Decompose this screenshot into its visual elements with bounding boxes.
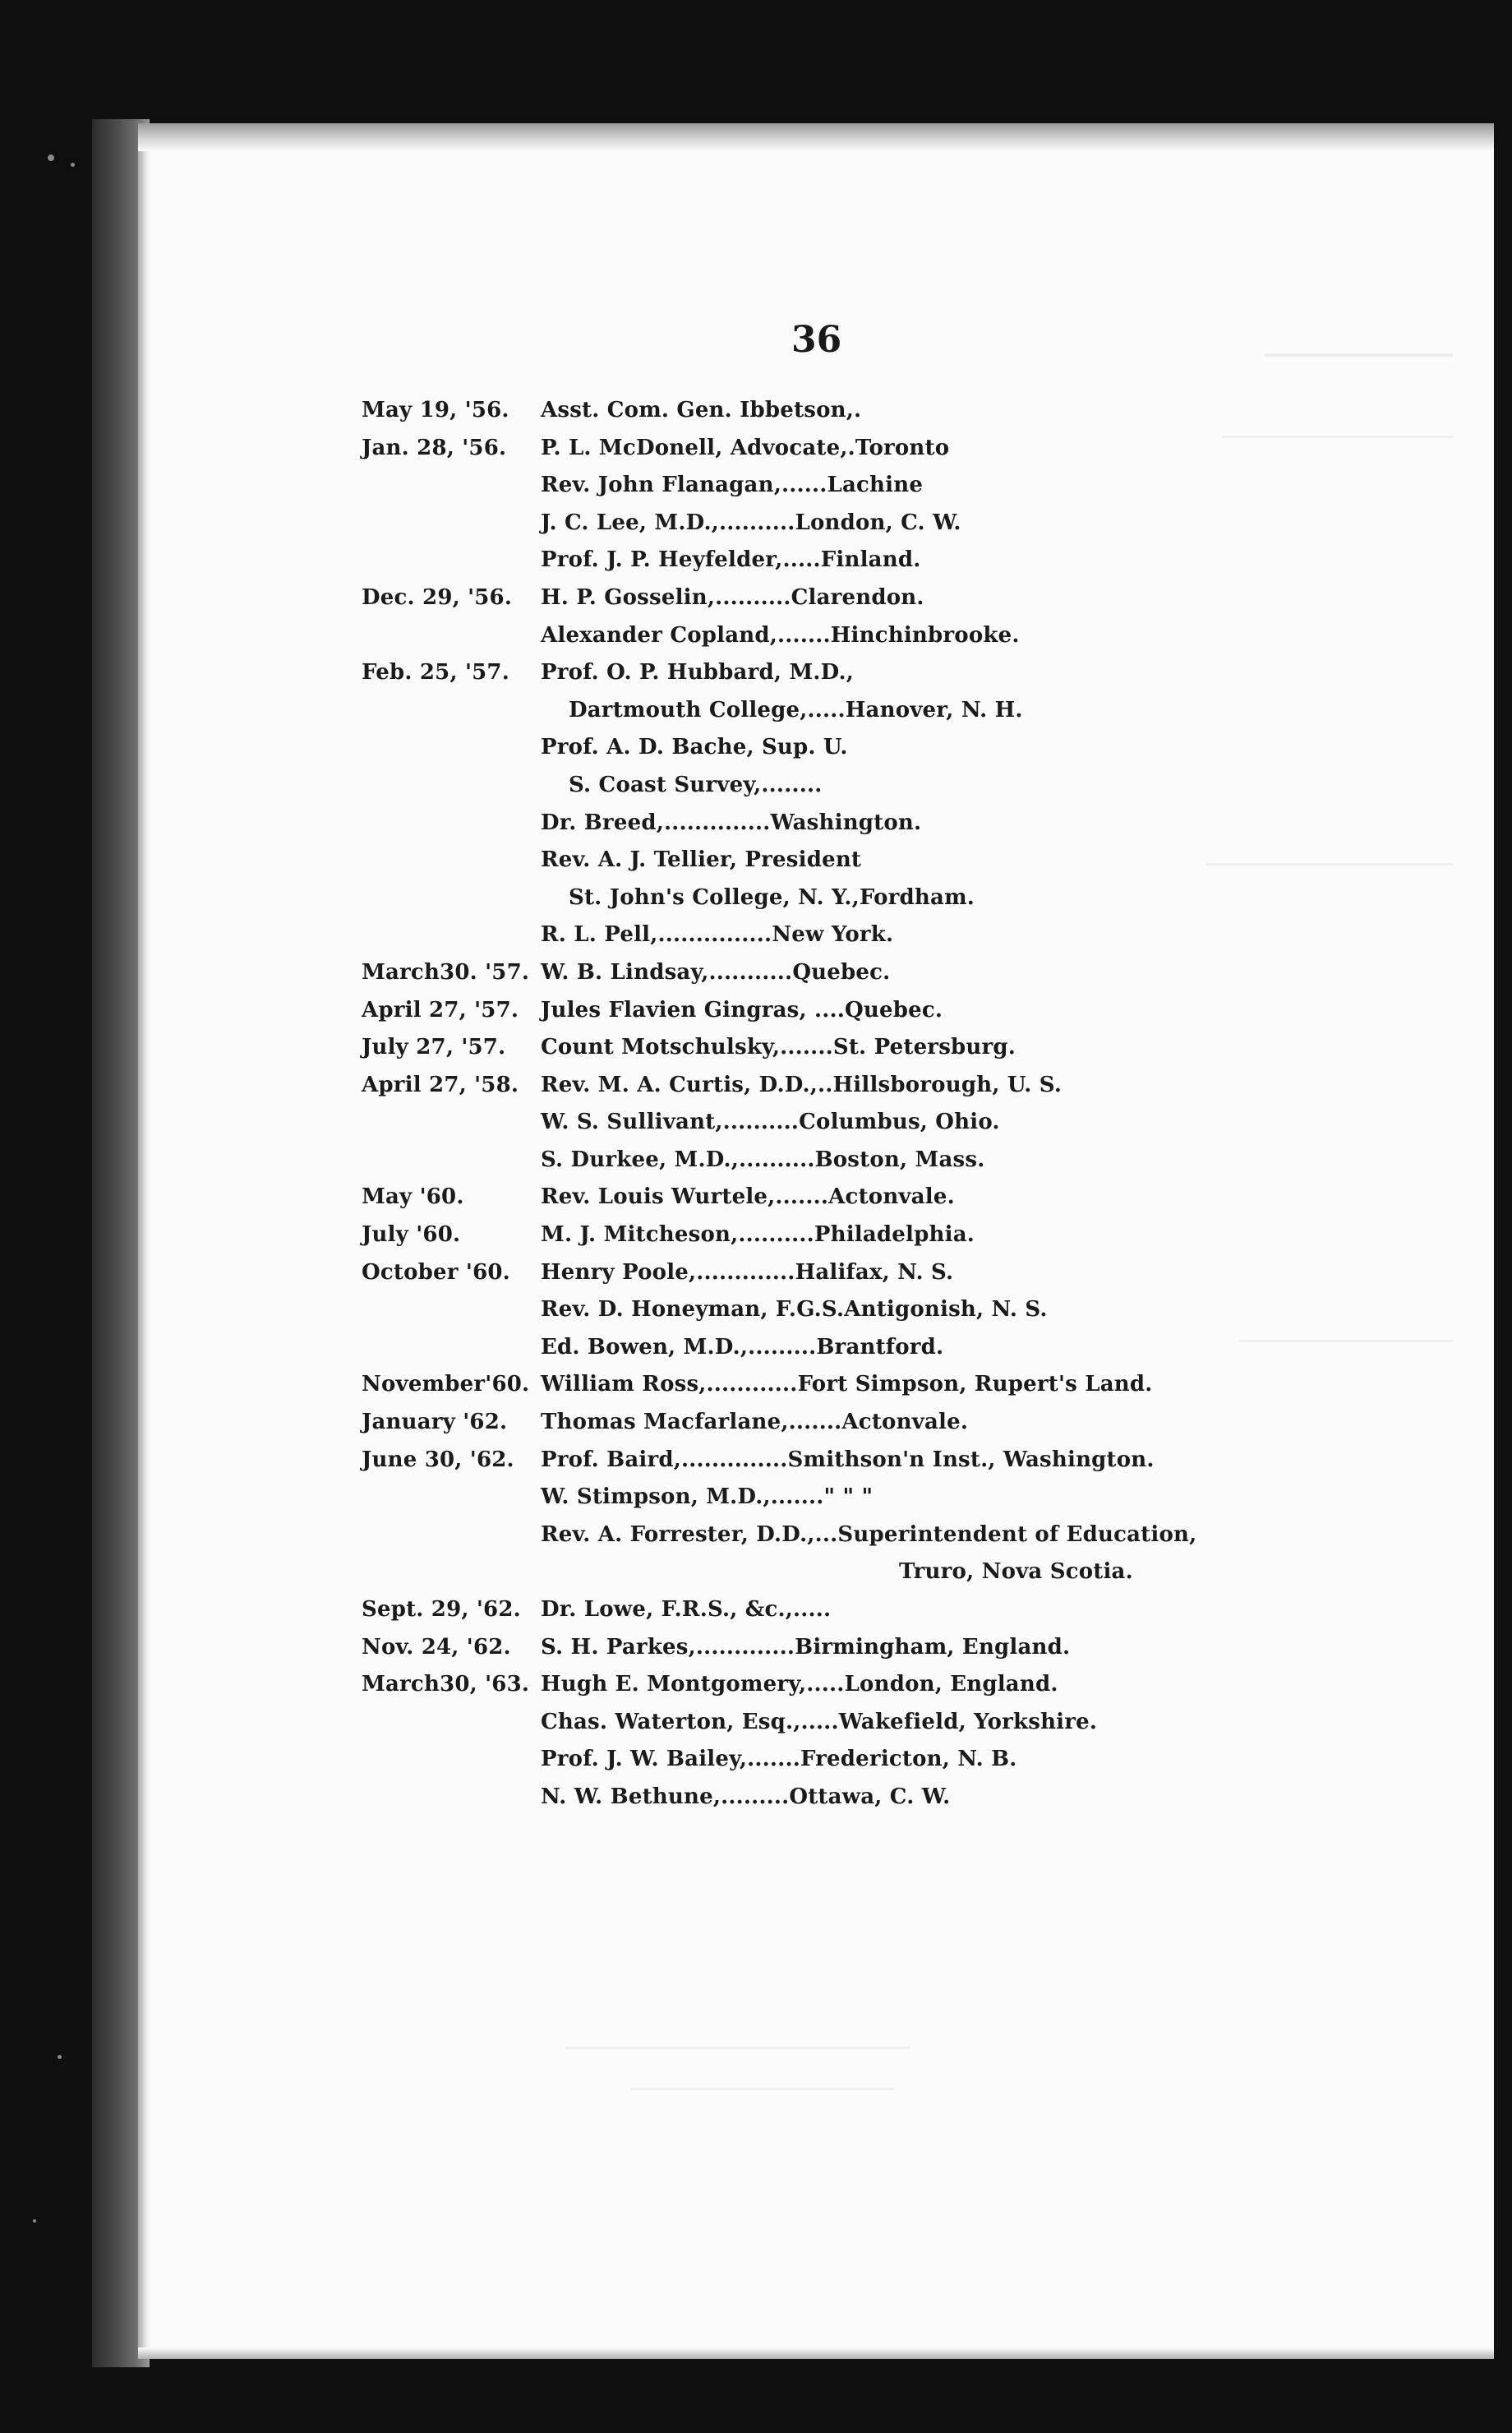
entry-name: N. W. Bethune,.........	[541, 1784, 790, 1809]
entry-date: March30, '63.	[362, 1672, 530, 1697]
entry-place: Hinchinbrooke.	[830, 622, 1020, 648]
entry-place: Halifax, N. S.	[795, 1259, 954, 1285]
entry-name: Hugh E. Montgomery,.....	[541, 1672, 845, 1697]
list-item	[362, 735, 1430, 773]
entry-place: Birmingham, England.	[795, 1634, 1071, 1660]
entry-name: Rev. A. J. Tellier, President	[541, 847, 862, 873]
list-item	[362, 1035, 1430, 1073]
entry-name: Dr. Breed,..............	[541, 810, 771, 835]
entry-date: May 19, '56.	[362, 398, 509, 422]
list-item	[362, 1522, 1430, 1560]
entry-date: Sept. 29, '62.	[362, 1597, 521, 1622]
entry-date: April 27, '58.	[362, 1072, 519, 1097]
list-item	[362, 1110, 1430, 1147]
entry-name: S. Durkee, M.D.,..........	[541, 1147, 815, 1172]
entry-place: " " "	[823, 1484, 874, 1510]
entry-date: Nov. 24, '62.	[362, 1634, 511, 1660]
entry-name: W. Stimpson, M.D.,.......	[541, 1484, 824, 1510]
list-item	[362, 1297, 1430, 1335]
entry-date: November'60.	[362, 1372, 530, 1397]
entry-name: Rev. A. Forrester, D.D.,...	[541, 1521, 838, 1547]
entry-date: October '60.	[362, 1259, 510, 1285]
entry-place: New York.	[772, 922, 894, 948]
entry-name: W. B. Lindsay,...........	[541, 959, 793, 985]
entry-place: Actonvale.	[828, 1184, 955, 1210]
entry-date: January '62.	[362, 1410, 508, 1435]
page-number: 36	[791, 319, 842, 361]
list-item	[362, 547, 1430, 585]
entry-name: Dartmouth College,.....	[569, 697, 846, 723]
entry-place: Toronto	[855, 435, 950, 460]
entry-name: P. L. McDonell, Advocate,.	[541, 435, 855, 460]
entry-name: S. H. Parkes,.............	[541, 1634, 795, 1660]
list-item	[362, 1784, 1430, 1822]
list-item	[362, 847, 1430, 885]
entry-date: June 30, '62.	[362, 1447, 514, 1472]
entry-name: St. John's College, N. Y.,	[569, 884, 860, 910]
list-item	[362, 623, 1430, 661]
entry-name: Chas. Waterton, Esq.,.....	[541, 1709, 839, 1734]
entry-name: Rev. M. A. Curtis, D.D.,..	[541, 1072, 833, 1097]
page-bottom-shadow	[138, 2348, 1494, 2359]
entry-name: Prof. O. P. Hubbard, M.D.,	[541, 660, 854, 686]
list-item	[362, 1484, 1430, 1522]
entry-name: J. C. Lee, M.D.,..........	[541, 510, 795, 535]
entry-name: S. Coast Survey,........	[569, 772, 823, 797]
entry-place: Antigonish, N. S.	[844, 1297, 1048, 1323]
list-item	[362, 1335, 1430, 1373]
entry-place: London, C. W.	[795, 510, 961, 535]
entry-name: Prof. J. W. Bailey,.......	[541, 1747, 800, 1772]
entry-name: William Ross,............	[541, 1372, 798, 1397]
list-item	[362, 1597, 1430, 1635]
entry-name: Count Motschulsky,.......	[541, 1035, 833, 1060]
entry-name: Prof. J. P. Heyfelder,.....	[541, 547, 821, 573]
page-top-shadow	[138, 123, 1494, 151]
list-item	[362, 960, 1430, 998]
bleed-through	[631, 2088, 894, 2090]
list-item	[362, 1372, 1430, 1410]
list-item	[362, 1222, 1430, 1260]
list-item	[362, 473, 1430, 510]
scan-speck	[48, 155, 54, 161]
entry-place: Hanover, N. H.	[845, 697, 1023, 723]
list-item	[362, 1447, 1430, 1485]
entry-date: July '60.	[362, 1222, 461, 1248]
entry-place: Actonvale.	[841, 1410, 969, 1435]
entry-name: Prof. Baird,..............	[541, 1447, 788, 1472]
entry-name: R. L. Pell,...............	[541, 922, 772, 948]
entry-place: London, England.	[844, 1672, 1058, 1697]
entry-place: Brantford.	[816, 1334, 944, 1360]
list-item	[362, 1635, 1430, 1673]
scan-speck	[58, 2055, 62, 2059]
entry-place: Fredericton, N. B.	[800, 1747, 1017, 1772]
entry-name: Dr. Lowe, F.R.S., &c.,.....	[541, 1597, 832, 1622]
list-item	[362, 1747, 1430, 1784]
entry-place: St. Petersburg.	[832, 1035, 1016, 1060]
list-item	[362, 510, 1430, 548]
list-item	[362, 1184, 1430, 1222]
book-page	[138, 123, 1494, 2359]
entry-name: Asst. Com. Gen. Ibbetson,.	[541, 398, 862, 422]
list-item	[362, 585, 1430, 623]
entry-place: Superintendent of Education,	[837, 1521, 1197, 1547]
list-item	[362, 398, 1430, 436]
list-item	[362, 773, 1430, 810]
list-item	[362, 698, 1430, 736]
entry-place: Fordham.	[859, 884, 975, 910]
list-item	[362, 998, 1430, 1036]
entry-date: July 27, '57.	[362, 1035, 506, 1060]
entry-name: Prof. A. D. Bache, Sup. U.	[541, 735, 848, 760]
entry-date: March30. '57.	[362, 959, 530, 985]
entry-place: Lachine	[827, 473, 924, 498]
entry-name: H. P. Gosselin,..........	[541, 584, 791, 610]
entry-place: Wakefield, Yorkshire.	[838, 1709, 1098, 1734]
entry-place: Finland.	[820, 547, 921, 573]
bleed-through	[565, 2047, 910, 2049]
list-item	[362, 1147, 1430, 1185]
entry-place: Quebec.	[792, 959, 891, 985]
entry-place: Ottawa, C. W.	[789, 1784, 951, 1809]
list-item	[362, 1260, 1430, 1298]
entry-name: Jules Flavien Gingras, ....	[541, 997, 846, 1023]
list-item	[362, 660, 1430, 698]
entry-place: Fort Simpson, Rupert's Land.	[797, 1372, 1153, 1397]
scan-speck	[33, 2219, 36, 2223]
entry-place: Smithson'n Inst., Washington.	[787, 1447, 1155, 1472]
entry-name: M. J. Mitcheson,..........	[541, 1222, 814, 1248]
entry-place: Quebec.	[845, 997, 943, 1023]
entry-name: Henry Poole,.............	[541, 1259, 795, 1285]
entry-date: Dec. 29, '56.	[362, 584, 513, 610]
entry-name: Alexander Copland,.......	[541, 622, 831, 648]
entry-date: Feb. 25, '57.	[362, 660, 509, 686]
entry-name: Thomas Macfarlane,.......	[541, 1410, 842, 1435]
list-item	[362, 1710, 1430, 1747]
entry-place: Truro, Nova Scotia.	[899, 1559, 1133, 1585]
list-item	[362, 885, 1430, 923]
list-item	[362, 1559, 1430, 1597]
list-item	[362, 1410, 1430, 1447]
entry-place: Boston, Mass.	[814, 1147, 985, 1172]
entry-date: Jan. 28, '56.	[362, 435, 507, 460]
list-item	[362, 436, 1430, 473]
entry-name: W. S. Sullivant,..........	[541, 1110, 800, 1135]
entry-name: Rev. D. Honeyman, F.G.S.	[541, 1297, 845, 1323]
list-item	[362, 1073, 1430, 1110]
list-item	[362, 922, 1430, 960]
entry-place: Columbus, Ohio.	[799, 1110, 1000, 1135]
bleed-through	[1264, 353, 1453, 357]
entry-name: Ed. Bowen, M.D.,.........	[541, 1334, 817, 1360]
entry-place: Philadelphia.	[814, 1222, 975, 1248]
entry-place: Clarendon.	[791, 584, 924, 610]
list-item	[362, 1672, 1430, 1710]
entry-name: Rev. John Flanagan,......	[541, 473, 827, 498]
entry-place: Hillsborough, U. S.	[832, 1072, 1063, 1097]
member-list	[362, 398, 1430, 1822]
list-item	[362, 810, 1430, 848]
entry-name: Rev. Louis Wurtele,.......	[541, 1184, 829, 1210]
entry-date: April 27, '57.	[362, 997, 519, 1023]
entry-place: Washington.	[770, 810, 922, 835]
scan-speck	[71, 163, 75, 167]
entry-date: May '60.	[362, 1184, 464, 1210]
